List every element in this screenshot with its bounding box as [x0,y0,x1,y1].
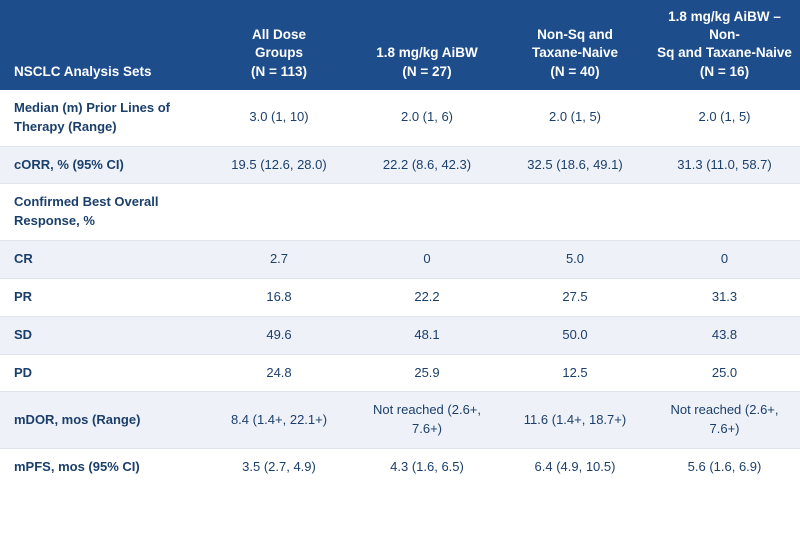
row-label-mdor: mDOR, mos (Range) [0,392,205,449]
table-row [0,449,800,486]
cell-mpfs-18mgkg: 4.3 (1.6, 6.5) [353,449,501,486]
table-body [0,90,800,486]
table-row [0,90,800,146]
table-row [0,278,800,316]
table-row [0,316,800,354]
row-label-median-prior-lines: Median (m) Prior Lines of Therapy (Range) [0,90,205,146]
cell-cbor-nonsq [501,184,649,241]
header-col-1 [205,0,353,90]
cell-corr-nonsq: 32.5 (18.6, 49.1) [501,146,649,184]
header-col-3-line2: Taxane-Naive [531,45,619,61]
header-col-1-line2: Groups [254,45,303,61]
header-col-4 [649,0,800,90]
cell-cbor-all-dose [205,184,353,241]
header-col-3-line1: Non-Sq and [537,27,613,43]
cell-pd-nonsq: 12.5 [501,354,649,392]
cell-pd-18mgkg: 25.9 [353,354,501,392]
cell-corr-18mgkg-nonsq: 31.3 (11.0, 58.7) [649,146,800,184]
cell-mdor-nonsq: 11.6 (1.4+, 18.7+) [501,392,649,449]
header-col-3 [501,0,649,90]
table-row [0,392,800,449]
cell-sd-all-dose: 49.6 [205,316,353,354]
cell-pr-nonsq: 27.5 [501,278,649,316]
cell-mpfs-nonsq: 6.4 (4.9, 10.5) [501,449,649,486]
cell-pr-all-dose: 16.8 [205,278,353,316]
row-label-cr: CR [0,241,205,279]
cell-cr-18mgkg-nonsq: 0 [649,241,800,279]
cell-cbor-18mgkg [353,184,501,241]
cell-cr-all-dose: 2.7 [205,241,353,279]
cell-median-prior-lines-18mgkg: 2.0 (1, 6) [353,90,501,146]
cell-sd-18mgkg: 48.1 [353,316,501,354]
cell-median-prior-lines-all-dose: 3.0 (1, 10) [205,90,353,146]
cell-corr-all-dose: 19.5 (12.6, 28.0) [205,146,353,184]
row-label-pr: PR [0,278,205,316]
cell-pr-18mgkg: 22.2 [353,278,501,316]
cell-sd-nonsq: 50.0 [501,316,649,354]
header-col-1-line3: (N = 113) [251,63,307,79]
cell-mdor-18mgkg-nonsq: Not reached (2.6+, 7.6+) [649,392,800,449]
cell-pd-all-dose: 24.8 [205,354,353,392]
row-label-sd: SD [0,316,205,354]
cell-mpfs-18mgkg-nonsq: 5.6 (1.6, 6.9) [649,449,800,486]
row-label-mpfs: mPFS, mos (95% CI) [0,449,205,486]
row-label-corr: cORR, % (95% CI) [0,146,205,184]
table-row [0,146,800,184]
cell-mpfs-all-dose: 3.5 (2.7, 4.9) [205,449,353,486]
cell-mdor-18mgkg: Not reached (2.6+, 7.6+) [353,392,501,449]
header-col-2-line3: (N = 27) [402,63,452,79]
table-row [0,184,800,241]
header-col-2-line2: 1.8 mg/kg AiBW [376,45,478,61]
cell-median-prior-lines-nonsq: 2.0 (1, 5) [501,90,649,146]
cell-median-prior-lines-18mgkg-nonsq: 2.0 (1, 5) [649,90,800,146]
header-row-label: NSCLC Analysis Sets [0,0,205,90]
header-col-4-line2: Sq and Taxane-Naive [657,45,792,61]
table-header-row [0,0,800,90]
header-col-3-line3: (N = 40) [550,63,600,79]
table-row [0,354,800,392]
header-col-4-line1: 1.8 mg/kg AiBW – Non- [668,9,781,43]
cell-sd-18mgkg-nonsq: 43.8 [649,316,800,354]
row-label-pd: PD [0,354,205,392]
cell-pr-18mgkg-nonsq: 31.3 [649,278,800,316]
header-col-1-line1: All Dose [251,27,306,43]
row-label-confirmed-best-overall-response: Confirmed Best Overall Response, % [0,184,205,241]
cell-pd-18mgkg-nonsq: 25.0 [649,354,800,392]
cell-cbor-18mgkg-nonsq [649,184,800,241]
cell-cr-nonsq: 5.0 [501,241,649,279]
table-row [0,241,800,279]
cell-corr-18mgkg: 22.2 (8.6, 42.3) [353,146,501,184]
cell-cr-18mgkg: 0 [353,241,501,279]
table-header [0,0,800,90]
cell-mdor-all-dose: 8.4 (1.4+, 22.1+) [205,392,353,449]
header-col-2 [353,0,501,90]
header-col-4-line3: (N = 16) [699,63,750,79]
